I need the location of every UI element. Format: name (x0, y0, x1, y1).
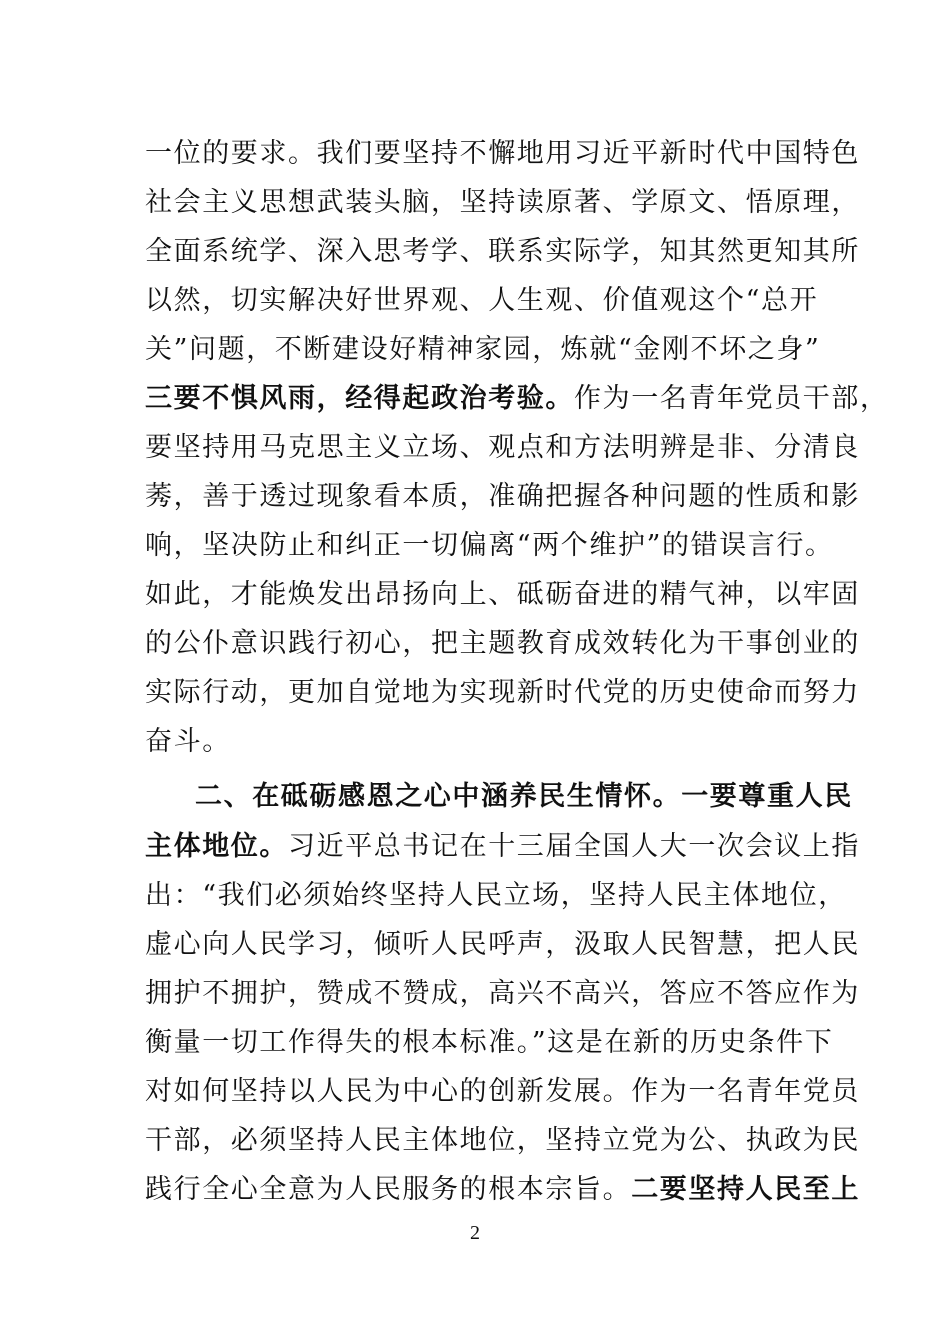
text-line (145, 332, 821, 368)
bold-heading-text: 主体地位。 (145, 831, 288, 862)
page-number: 2 (470, 1222, 480, 1244)
line-text: 的公仆意识践行初心，把主题教育成效转化为干事创业的 (145, 628, 860, 659)
section-heading-text: 二、在砥砺感恩之心中涵养民生情怀。一要尊重人民 (195, 781, 853, 812)
line-text: 践行全心全意为人民服务的根本宗旨。 (145, 1174, 632, 1205)
line-text: 以然，切实解决好世界观、人生观、价值观这个“总开 (145, 285, 819, 316)
text-line (145, 136, 860, 172)
text-line (145, 381, 889, 417)
line-text: 衡量一切工作得失的根本标准。”这是在新的历史条件下 (145, 1027, 834, 1058)
text-line (145, 234, 860, 270)
line-text: 虚心向人民学习，倾听人民呼声，汲取人民智慧，把人民 (145, 929, 860, 960)
text-line (145, 283, 819, 319)
text-line (145, 1172, 861, 1208)
line-text: 习近平总书记在十三届全国人大一次会议上指 (288, 831, 860, 862)
line-text: 拥护不拥护，赞成不赞成，高兴不高兴，答应不答应作为 (145, 978, 860, 1009)
text-line (145, 724, 815, 760)
text-line (145, 675, 860, 711)
text-line (145, 626, 860, 662)
line-text: 要坚持用马克思主义立场、观点和方法明辨是非、分清良 (145, 432, 860, 463)
line-text: 作为一名青年党员干部， (574, 383, 889, 414)
line-text: 莠，善于透过现象看本质，准确把握各种问题的性质和影 (145, 481, 860, 512)
text-line (145, 528, 834, 564)
line-text: 社会主义思想武装头脑，坚持读原著、学原文、悟原理， (145, 187, 860, 218)
text-line (145, 976, 860, 1012)
line-text: 对如何坚持以人民为中心的创新发展。作为一名青年党员 (145, 1076, 860, 1107)
line-text: 一位的要求。我们要坚持不懈地用习近平新时代中国特色 (145, 138, 860, 169)
bold-heading-text: 二要坚持人民至上 (631, 1174, 861, 1205)
text-line (145, 1074, 860, 1110)
line-text: 干部，必须坚持人民主体地位，坚持立党为公、执政为民 (145, 1125, 860, 1156)
text-line (145, 479, 860, 515)
section-heading-line (195, 779, 853, 815)
line-text: 关”问题，不断建设好精神家园，炼就“金刚不坏之身” (145, 334, 821, 365)
text-line (145, 185, 860, 221)
line-text: 奋斗。 (145, 726, 231, 757)
text-line (145, 577, 860, 613)
text-line (145, 829, 860, 865)
line-text: 出：“我们必须始终坚持人民立场，坚持人民主体地位， (145, 880, 847, 911)
text-line (145, 878, 847, 914)
bold-heading-text: 三要不惧风雨，经得起政治考验。 (145, 383, 574, 414)
text-line (145, 927, 860, 963)
line-text: 响，坚决防止和纠正一切偏离“两个维护”的错误言行。 (145, 530, 834, 561)
text-line (145, 1025, 834, 1061)
line-text: 全面系统学、深入思考学、联系实际学，知其然更知其所 (145, 236, 860, 267)
text-line (145, 430, 860, 466)
line-text: 如此，才能焕发出昂扬向上、砥砺奋进的精气神，以牢固 (145, 579, 860, 610)
line-text: 实际行动，更加自觉地为实现新时代党的历史使命而努力 (145, 677, 860, 708)
text-line (145, 1123, 860, 1159)
